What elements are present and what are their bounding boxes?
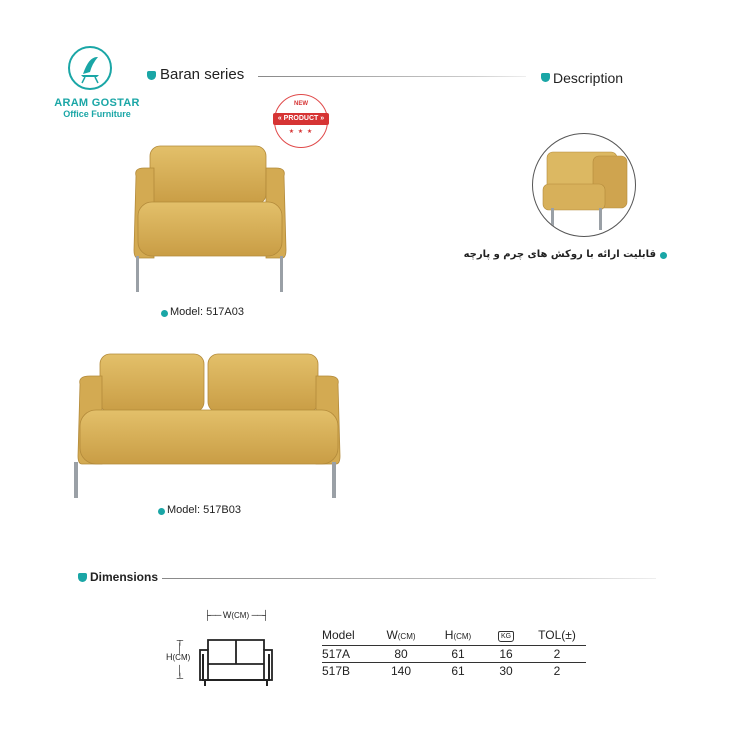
two-seat-sofa-photo xyxy=(74,350,344,502)
table-row xyxy=(322,663,586,680)
dimensions-bullet-icon xyxy=(78,573,87,582)
table-header-row xyxy=(322,625,586,646)
description-title: Description xyxy=(553,70,624,86)
table-row xyxy=(322,646,586,663)
cell-height: 61 xyxy=(432,646,484,663)
cell-weight: 30 xyxy=(499,664,513,678)
cell-model: 517B xyxy=(322,664,351,678)
cell-tolerance: 2 xyxy=(553,664,561,678)
sofa-outline-icon xyxy=(199,636,273,688)
model-bullet-icon xyxy=(161,310,168,317)
cell-width: 140 xyxy=(390,664,412,678)
header-weight xyxy=(484,625,528,646)
header-model: Model xyxy=(322,625,370,646)
header-height: H(CM) xyxy=(432,625,484,646)
cell-width: 80 xyxy=(370,646,432,663)
header-width: W(CM) xyxy=(370,625,432,646)
dimensions-divider xyxy=(162,578,656,579)
description-bullet-icon xyxy=(541,73,550,82)
model-label-517a03: Model: 517A03 xyxy=(170,306,244,318)
cell-tolerance: 2 xyxy=(528,646,586,663)
badge-new-text: NEW xyxy=(294,101,308,107)
model-label-517b03: Model: 517B03 xyxy=(167,504,241,516)
brand-subtitle: Office Furniture xyxy=(63,109,131,119)
diagram-height-label: H(CM) xyxy=(166,652,191,662)
badge-product-text: « PRODUCT » xyxy=(273,113,329,125)
cell-height: 61 xyxy=(451,664,465,678)
cell-model: 517A xyxy=(322,646,370,663)
model-bullet-icon xyxy=(158,508,165,515)
series-title: Baran series xyxy=(160,66,245,83)
brand-logo xyxy=(68,46,112,90)
description-text: قابلیت ارائه با روکش های چرم و پارچه xyxy=(463,249,656,260)
diagram-height-top-marker: ┬ │ xyxy=(176,635,184,653)
dimensions-title: Dimensions xyxy=(90,570,159,584)
brand-name: ARAM GOSTAR xyxy=(54,97,140,109)
armchair-detail-photo xyxy=(533,134,636,237)
chair-logo-icon xyxy=(70,48,110,88)
series-bullet-icon xyxy=(147,71,156,80)
armchair-photo xyxy=(130,140,290,295)
diagram-height-bottom-marker: │ ┴ xyxy=(176,665,184,683)
diagram-width-label: ├── W(CM) ──┤ xyxy=(204,610,268,620)
header-tolerance: TOL(±) xyxy=(528,625,586,646)
cell-weight: 16 xyxy=(484,646,528,663)
series-divider xyxy=(258,76,526,77)
description-bullet-dot-icon xyxy=(660,252,667,259)
dimensions-table xyxy=(322,625,586,679)
badge-stars: ★ ★ ★ xyxy=(288,129,314,135)
detail-photo-circle xyxy=(532,133,636,237)
weight-kg-icon: KG xyxy=(498,631,514,642)
